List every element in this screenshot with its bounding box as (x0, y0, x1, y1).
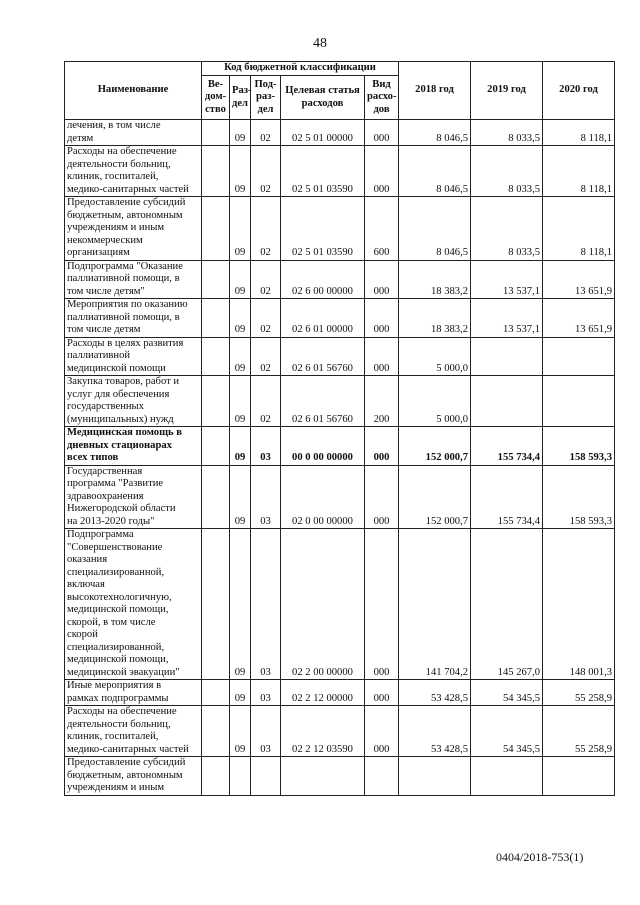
row-name: Предоставление субсидий бюджетным, автономным учреждениям и иным некоммерческим организациям (65, 197, 202, 261)
row-exp-type: 000 (365, 706, 399, 757)
row-exp-type: 200 (365, 376, 399, 427)
row-2020: 8 118,1 (543, 197, 615, 261)
table-row (65, 706, 615, 757)
row-2019: 155 734,4 (471, 465, 543, 529)
row-dept (202, 260, 230, 299)
row-name: лечения, в том числе детям (65, 120, 202, 146)
row-2018: 152 000,7 (399, 427, 471, 466)
row-subsection: 03 (251, 465, 281, 529)
row-exp-type: 000 (365, 427, 399, 466)
row-dept (202, 337, 230, 376)
row-2019 (471, 376, 543, 427)
row-2019: 54 345,5 (471, 680, 543, 706)
header-exp-type (365, 76, 399, 120)
header-subsection (251, 76, 281, 120)
row-target: 02 6 01 56760 (281, 376, 365, 427)
row-dept (202, 146, 230, 197)
row-2018: 53 428,5 (399, 680, 471, 706)
row-subsection: 02 (251, 120, 281, 146)
row-2020: 13 651,9 (543, 299, 615, 338)
header-subsection-text: Под- раз- дел (254, 79, 277, 115)
row-section (230, 757, 251, 796)
row-dept (202, 680, 230, 706)
row-2018: 8 046,5 (399, 146, 471, 197)
row-section: 09 (230, 465, 251, 529)
row-2018: 5 000,0 (399, 376, 471, 427)
row-exp-type: 600 (365, 197, 399, 261)
row-section: 09 (230, 299, 251, 338)
row-name: Закупка товаров, работ и услуг для обеспечения государственных (муниципальных) нужд (65, 376, 202, 427)
row-dept (202, 427, 230, 466)
row-exp-type: 000 (365, 260, 399, 299)
row-target (281, 757, 365, 796)
row-subsection: 03 (251, 427, 281, 466)
header-dept (202, 76, 230, 120)
row-dept (202, 376, 230, 427)
header-2019: 2019 год (471, 62, 543, 120)
row-section: 09 (230, 337, 251, 376)
row-2019 (471, 337, 543, 376)
row-exp-type: 000 (365, 146, 399, 197)
row-subsection: 02 (251, 299, 281, 338)
row-target: 02 2 12 00000 (281, 680, 365, 706)
header-target-text: Целевая статья расходов (285, 85, 360, 109)
row-exp-type: 000 (365, 299, 399, 338)
row-target: 02 6 01 00000 (281, 299, 365, 338)
row-name: Расходы в целях развития паллиативной медицинской помощи (65, 337, 202, 376)
row-dept (202, 120, 230, 146)
header-2020: 2020 год (543, 62, 615, 120)
row-name: Подпрограмма "Совершенствование оказания специализированной, включая высокотехнологичную, медицинской помощи, скорой, в том числе скорой специализированной, медицинской помощи, медицинской эвакуации" (65, 529, 202, 680)
row-2020 (543, 376, 615, 427)
row-target: 02 5 01 03590 (281, 146, 365, 197)
row-dept (202, 299, 230, 338)
row-subsection (251, 757, 281, 796)
row-dept (202, 197, 230, 261)
header-kbk-group: Код бюджетной классификации (202, 62, 399, 76)
table-row (65, 299, 615, 338)
row-subsection: 03 (251, 529, 281, 680)
row-2020: 8 118,1 (543, 146, 615, 197)
table-row (65, 465, 615, 529)
row-subsection: 02 (251, 146, 281, 197)
table-row (65, 146, 615, 197)
budget-table (64, 61, 615, 796)
row-section: 09 (230, 120, 251, 146)
row-name: Иные мероприятия в рамках подпрограммы (65, 680, 202, 706)
row-2018: 8 046,5 (399, 197, 471, 261)
row-2020: 55 258,9 (543, 706, 615, 757)
row-subsection: 02 (251, 376, 281, 427)
row-2018: 18 383,2 (399, 299, 471, 338)
row-exp-type: 000 (365, 680, 399, 706)
row-section: 09 (230, 260, 251, 299)
row-name: Медицинская помощь в дневных стационарах всех типов (65, 427, 202, 466)
row-dept (202, 757, 230, 796)
row-2020 (543, 337, 615, 376)
table-row (65, 427, 615, 466)
row-section: 09 (230, 706, 251, 757)
row-2019: 54 345,5 (471, 706, 543, 757)
row-subsection: 03 (251, 706, 281, 757)
row-name: Подпрограмма "Оказание паллиативной помощи, в том числе детям" (65, 260, 202, 299)
row-target: 00 0 00 00000 (281, 427, 365, 466)
table-row (65, 337, 615, 376)
row-exp-type: 000 (365, 465, 399, 529)
row-section: 09 (230, 197, 251, 261)
row-2018: 18 383,2 (399, 260, 471, 299)
row-section: 09 (230, 427, 251, 466)
row-dept (202, 529, 230, 680)
row-name: Расходы на обеспечение деятельности больниц, клиник, госпиталей, медико-санитарных частей (65, 146, 202, 197)
table-header (65, 62, 615, 120)
row-section: 09 (230, 376, 251, 427)
row-2019: 13 537,1 (471, 260, 543, 299)
row-subsection: 03 (251, 680, 281, 706)
row-2019: 155 734,4 (471, 427, 543, 466)
table-row (65, 260, 615, 299)
row-2019 (471, 757, 543, 796)
row-exp-type: 000 (365, 529, 399, 680)
row-2019: 13 537,1 (471, 299, 543, 338)
row-dept (202, 706, 230, 757)
row-2020: 158 593,3 (543, 427, 615, 466)
row-name: Предоставление субсидий бюджетным, автономным учреждениям и иным (65, 757, 202, 796)
row-2019: 145 267,0 (471, 529, 543, 680)
row-2020: 13 651,9 (543, 260, 615, 299)
row-target: 02 0 00 00000 (281, 465, 365, 529)
header-2018: 2018 год (399, 62, 471, 120)
row-2020: 8 118,1 (543, 120, 615, 146)
row-section: 09 (230, 680, 251, 706)
row-target: 02 5 01 03590 (281, 197, 365, 261)
row-2020: 158 593,3 (543, 465, 615, 529)
header-target (281, 76, 365, 120)
page-number: 48 (313, 36, 327, 51)
row-dept (202, 465, 230, 529)
row-name: Государственная программа "Развитие здравоохранения Нижегородской области на 2013-2020 годы" (65, 465, 202, 529)
row-section: 09 (230, 146, 251, 197)
row-2018: 152 000,7 (399, 465, 471, 529)
row-section: 09 (230, 529, 251, 680)
row-target: 02 6 00 00000 (281, 260, 365, 299)
row-2020: 148 001,3 (543, 529, 615, 680)
row-subsection: 02 (251, 197, 281, 261)
row-2020: 55 258,9 (543, 680, 615, 706)
row-exp-type: 000 (365, 120, 399, 146)
row-subsection: 02 (251, 337, 281, 376)
row-2019: 8 033,5 (471, 197, 543, 261)
header-section (230, 76, 251, 120)
header-exp-type-text: Вид расхо- дов (367, 79, 397, 115)
row-2018: 53 428,5 (399, 706, 471, 757)
table-row (65, 680, 615, 706)
row-exp-type: 000 (365, 337, 399, 376)
table-body (65, 120, 615, 796)
row-target: 02 2 00 00000 (281, 529, 365, 680)
row-name: Расходы на обеспечение деятельности больниц, клиник, госпиталей, медико-санитарных частей (65, 706, 202, 757)
row-target: 02 2 12 03590 (281, 706, 365, 757)
row-target: 02 5 01 00000 (281, 120, 365, 146)
row-2018: 141 704,2 (399, 529, 471, 680)
row-2020 (543, 757, 615, 796)
table-row (65, 120, 615, 146)
table-row (65, 376, 615, 427)
header-section-text: Раз- дел (232, 85, 252, 109)
row-2018 (399, 757, 471, 796)
document-code: 0404/2018-753(1) (496, 850, 584, 864)
row-target: 02 6 01 56760 (281, 337, 365, 376)
table-row (65, 197, 615, 261)
row-2018: 5 000,0 (399, 337, 471, 376)
row-2019: 8 033,5 (471, 146, 543, 197)
row-subsection: 02 (251, 260, 281, 299)
row-exp-type (365, 757, 399, 796)
row-2018: 8 046,5 (399, 120, 471, 146)
table-row (65, 757, 615, 796)
header-dept-text: Ве- дом- ство (204, 79, 227, 115)
table-row (65, 529, 615, 680)
header-name: Наименование (65, 62, 202, 120)
row-name: Мероприятия по оказанию паллиативной помощи, в том числе детям (65, 299, 202, 338)
row-2019: 8 033,5 (471, 120, 543, 146)
